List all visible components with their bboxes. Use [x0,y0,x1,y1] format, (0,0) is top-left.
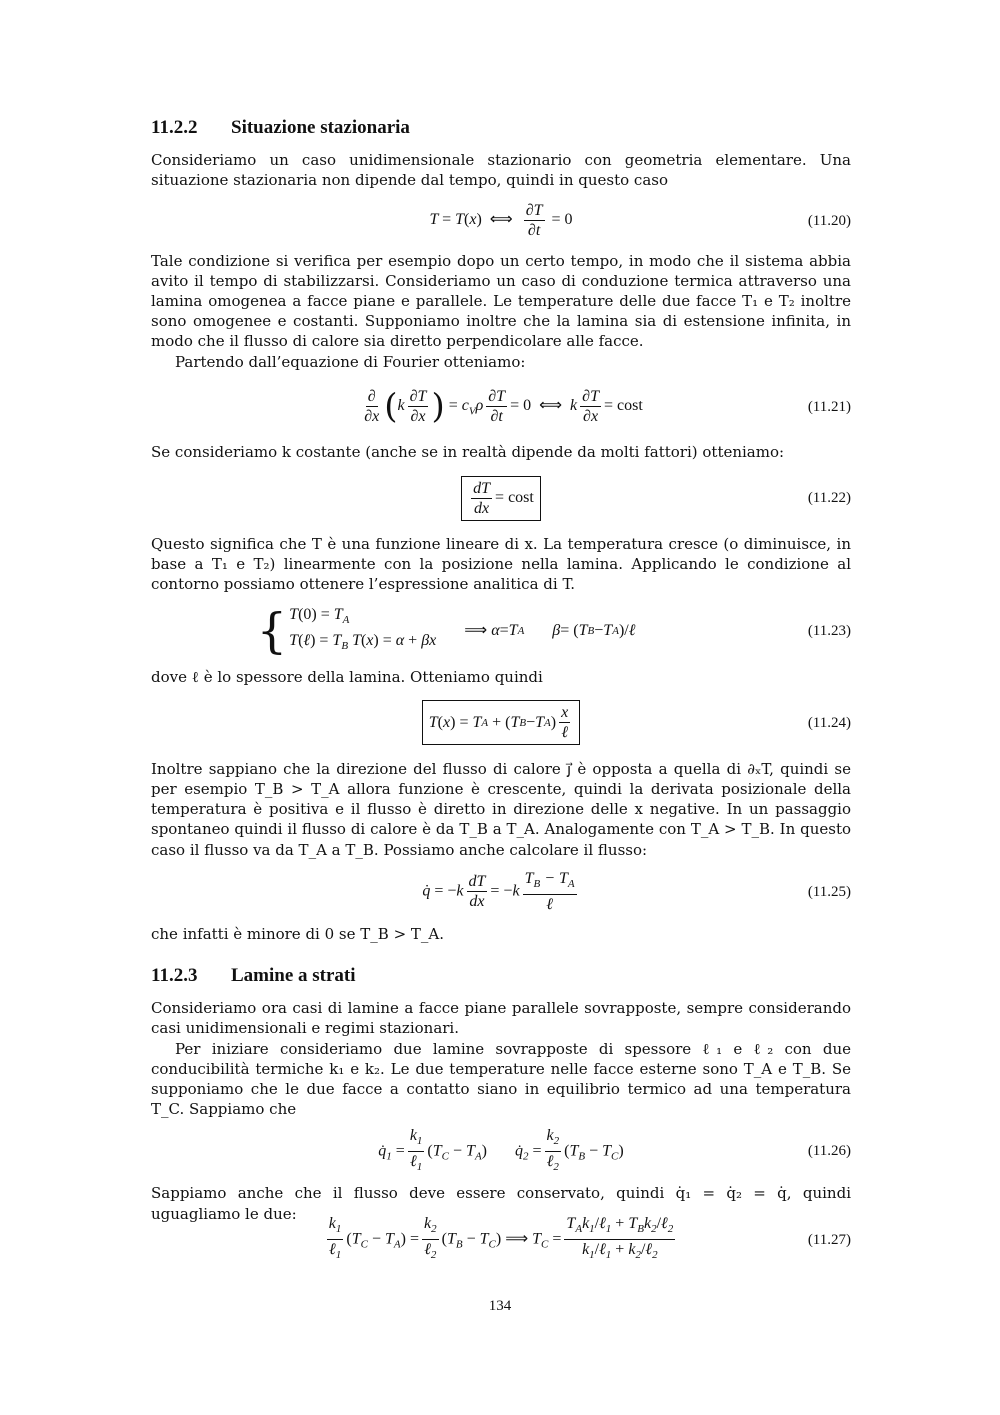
paragraph: che infatti è minore di 0 se T_B > T_A. [151,924,445,943]
equation-11-20: T = T(x) ⟺ $\frac{\partial T}{\partial t}$ = 0 (11.20) [429,202,851,240]
paragraph: Questo significa che T è una funzione lineare di x. La temperatura cresce (o diminuisce, in base a T₁ e T₂) linearmente con la posizione nella lamina. Applicando le condizione al contorno possiamo ottenere l’espressione analitica di T. [151,535,851,594]
paragraph: Sappiamo anche che il flusso deve essere conservato, quindi q̇₁ = q̇₂ = q̇, quindi uguagliamo le due: [151,1184,851,1223]
equation-11-23: { $T(0) = T_A$ T(ℓ) = $T_B$ T(x) = α + βx ⟹ α = T A β = ( T B − T A )/ ℓ (11.23) [256,602,851,659]
equation-11-22: $\frac{dT}{dx}$ = cost (11.22) [151,470,851,526]
page-content [151,118,851,1270]
paragraph: dove ℓ è lo spessore della lamina. Otteniamo quindi [151,667,543,686]
equation-11-27: $\frac{k_1}{\ell_1}$ $(T_C - T_A)$ = $\frac{k_2}{\ell_2}$ $(T_B - T_C)$ ⟹ $T_C$ = $\frac{T_Ak_1/\ell_1 + T_Bk_2/\ell_2}{k_1/\ell_1 + k_2/\ell_2}$ (11.27) [328,1215,851,1262]
page-number: 134 [488,1298,512,1314]
paragraph: Per iniziare consideriamo due lamine sovrapposte di spessore ℓ₁ e ℓ₂ con due conducibilità termiche k₁ e k₂. Le due temperature nelle facce esterne sono T_A e T_B. Se supponiamo che le due facce a contatto siano in equilibrio termico ad una temperatura T_C. Sappiamo che [151,1039,851,1119]
paragraph: Consideriamo ora casi di lamine a facce piane parallele sovrapposte, sempre considerando casi unidimensionali e regimi stazionari. [151,999,851,1038]
equation-11-25: q̇ = −k $\frac{dT}{dx}$ = −k $\frac{T_B - T_A}{\text{ℓ}}$ (11.25) [422,870,851,914]
paragraph: Partendo dall’equazione di Fourier otteniamo: [175,352,526,371]
paragraph: Se consideriamo k costante (anche se in realtà dipende da molti fattori) otteniamo: [151,442,785,461]
equation-11-24: T ( x ) = T A + ( T B − T A ) $\frac{x}{\text{ℓ}}$ (11.24) [151,695,851,751]
paragraph: Tale condizione si verifica per esempio dopo un certo tempo, in modo che il sistema abbia avito il tempo di stabilizzarsi. Consideriamo un caso di conduzione termica attraverso una lamina omogenea a facce piane e parallele. Le temperature delle due facce T₁ e T₂ inoltre sono omogenee e costanti. Supponiamo inoltre che la lamina sia di estensione infinita, in modo che il flusso di calore sia diretto perpendicolare alle facce. [151,251,851,351]
equation-11-26: $q̇_1$ = $\frac{k_1}{\ell_1}$ $(T_C - T_A)$ $q̇_2$ = $\frac{k_2}{\ell_2}$ $(T_B - T_C)$ (11.26) [378,1126,851,1174]
section-heading-11-2-3: 11.2.3 Lamine a strati [151,965,356,987]
equation-11-21: $\frac{\partial}{\partial x}$ (k $\frac{\partial T}{\partial x}$ ) = $c_V\rho$ $\frac{\partial T}{\partial t}$ = 0 ⟺ k $\frac{\partial T}{\partial x}$ = cost (11.21) [364,386,851,427]
paragraph: Inoltre sappiano che la direzione del flusso di calore j⃗ è opposta a quella di ∂ₓT, quindi se per esempio T_B > T_A allora funzione è crescente, quindi la derivata posizionale della temperatura è positiva e il flusso è diretto in direzione delle x negative. In un passaggio spontaneo quindi il flusso di calore è da T_B a T_A. Analogamente con T_A > T_B. In questo caso il flusso va da T_A a T_B. Possiamo anche calcolare il flusso: [151,759,851,859]
paragraph: Consideriamo un caso unidimensionale stazionario con geometria elementare. Una situazione stazionaria non dipende dal tempo, quindi in questo caso [151,151,851,190]
section-heading-11-2-2: 11.2.2 Situazione stazionaria [151,117,410,138]
